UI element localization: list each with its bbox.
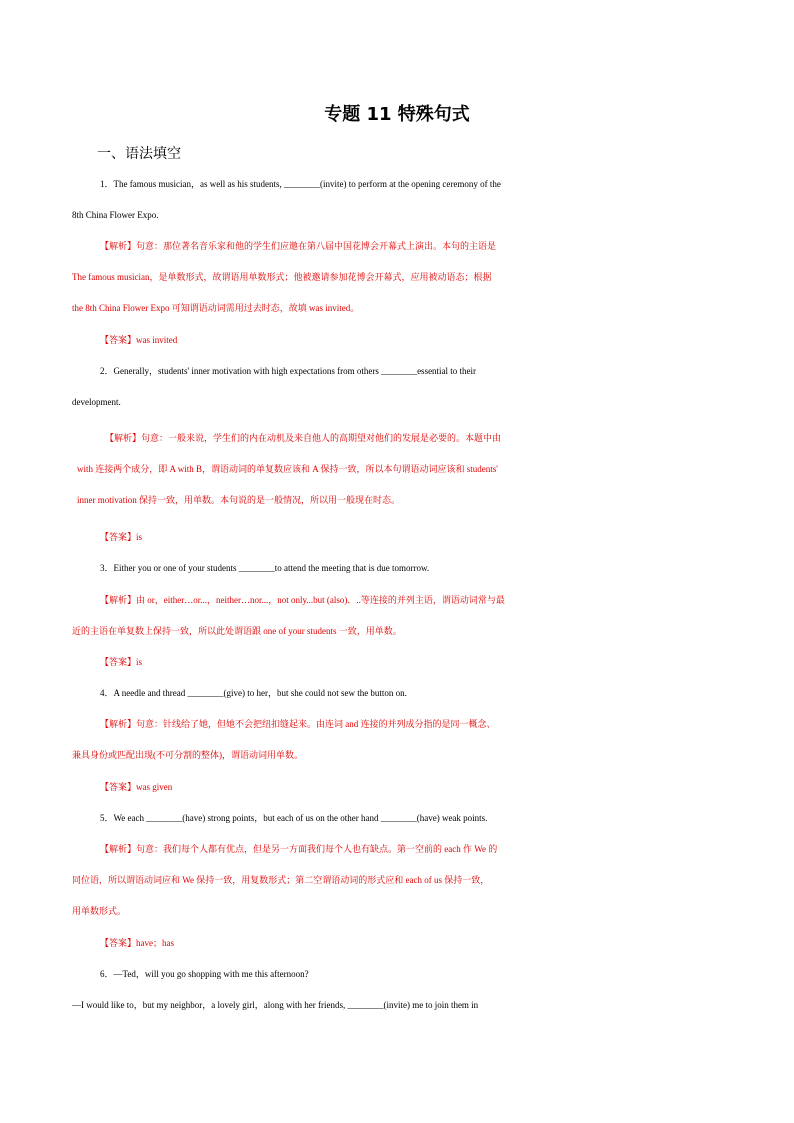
question-2-line-1: 2．Generally，students' inner motivation with high expectations from others ________essential to their [100, 366, 477, 376]
answer-3: 【答案】is [100, 657, 143, 667]
answer-1: 【答案】was invited [100, 335, 178, 345]
answer-4: 【答案】was given [100, 782, 173, 792]
analysis-1-line-2: The famous musician，是单数形式，故谓语用单数形式；他被邀请参加花博会开幕式，应用被动语态；根据 [72, 272, 492, 282]
question-6-line-1: 6．—Ted，will you go shopping with me this afternoon? [100, 969, 309, 979]
question-1-line-1: 1．The famous musician，as well as his students, ________(invite) to perform at the opening ceremony of the [100, 179, 501, 189]
analysis-3-line-2: 近的主语在单复数上保持一致，所以此处谓语跟 one of your students 一致，用单数。 [72, 626, 402, 636]
analysis-3-line-1: 【解析】由 or，either…or...，neither…nor...，not only...but (also)．..等连接的并列主语，谓语动词常与最 [100, 595, 505, 605]
analysis-2-line-1: 【解析】句意：一般来说，学生们的内在动机及来自他人的高期望对他们的发展是必要的。本题中由 [105, 433, 502, 443]
answer-5: 【答案】have；has [100, 938, 174, 948]
page-title: 专题 11 特殊句式 [324, 104, 470, 125]
answer-2: 【答案】is [100, 532, 143, 542]
section-heading: 一、语法填空 [97, 146, 181, 162]
analysis-4-line-1: 【解析】句意：针线给了她，但她不会把纽扣缝起来。由连词 and 连接的并列成分指的是同一概念、 [100, 719, 496, 729]
question-6-line-2: —I would like to，but my neighbor，a lovely girl，along with her friends, ________(invite) me to join them in [72, 1000, 479, 1010]
question-1-line-2: 8th China Flower Expo. [72, 210, 159, 220]
analysis-5-line-3: 用单数形式。 [72, 906, 127, 916]
analysis-2-line-3: inner motivation 保持一致，用单数。本句说的是一般情况，所以用一般现在时态。 [77, 495, 400, 505]
question-2-line-2: development. [72, 397, 121, 407]
analysis-4-line-2: 兼具身份或匹配出现(不可分割的整体)，谓语动词用单数。 [72, 750, 303, 760]
analysis-5-line-1: 【解析】句意：我们每个人都有优点，但是另一方面我们每个人也有缺点。第一空前的 each 作 We 的 [100, 844, 498, 854]
question-3-line-1: 3．Either you or one of your students ________to attend the meeting that is due tomorrow. [100, 563, 430, 573]
analysis-1-line-1: 【解析】句意：那位著名音乐家和他的学生们应邀在第八届中国花博会开幕式上演出。本句的主语是 [100, 241, 497, 251]
question-4-line-1: 4．A needle and thread ________(give) to her，but she could not sew the button on. [100, 688, 407, 698]
analysis-2-line-2: with 连接两个成分，即 A with B，谓语动词的单复数应该和 A 保持一致，所以本句谓语动词应该和 students' [77, 464, 498, 474]
analysis-5-line-2: 同位语，所以谓语动词应和 We 保持一致，用复数形式；第二空谓语动词的形式应和 each of us 保持一致， [72, 875, 490, 885]
question-5-line-1: 5．We each ________(have) strong points，but each of us on the other hand ________(have) weak points. [100, 813, 488, 823]
analysis-1-line-3: the 8th China Flower Expo 可知谓语动词需用过去时态，故填 was invited。 [72, 303, 360, 313]
